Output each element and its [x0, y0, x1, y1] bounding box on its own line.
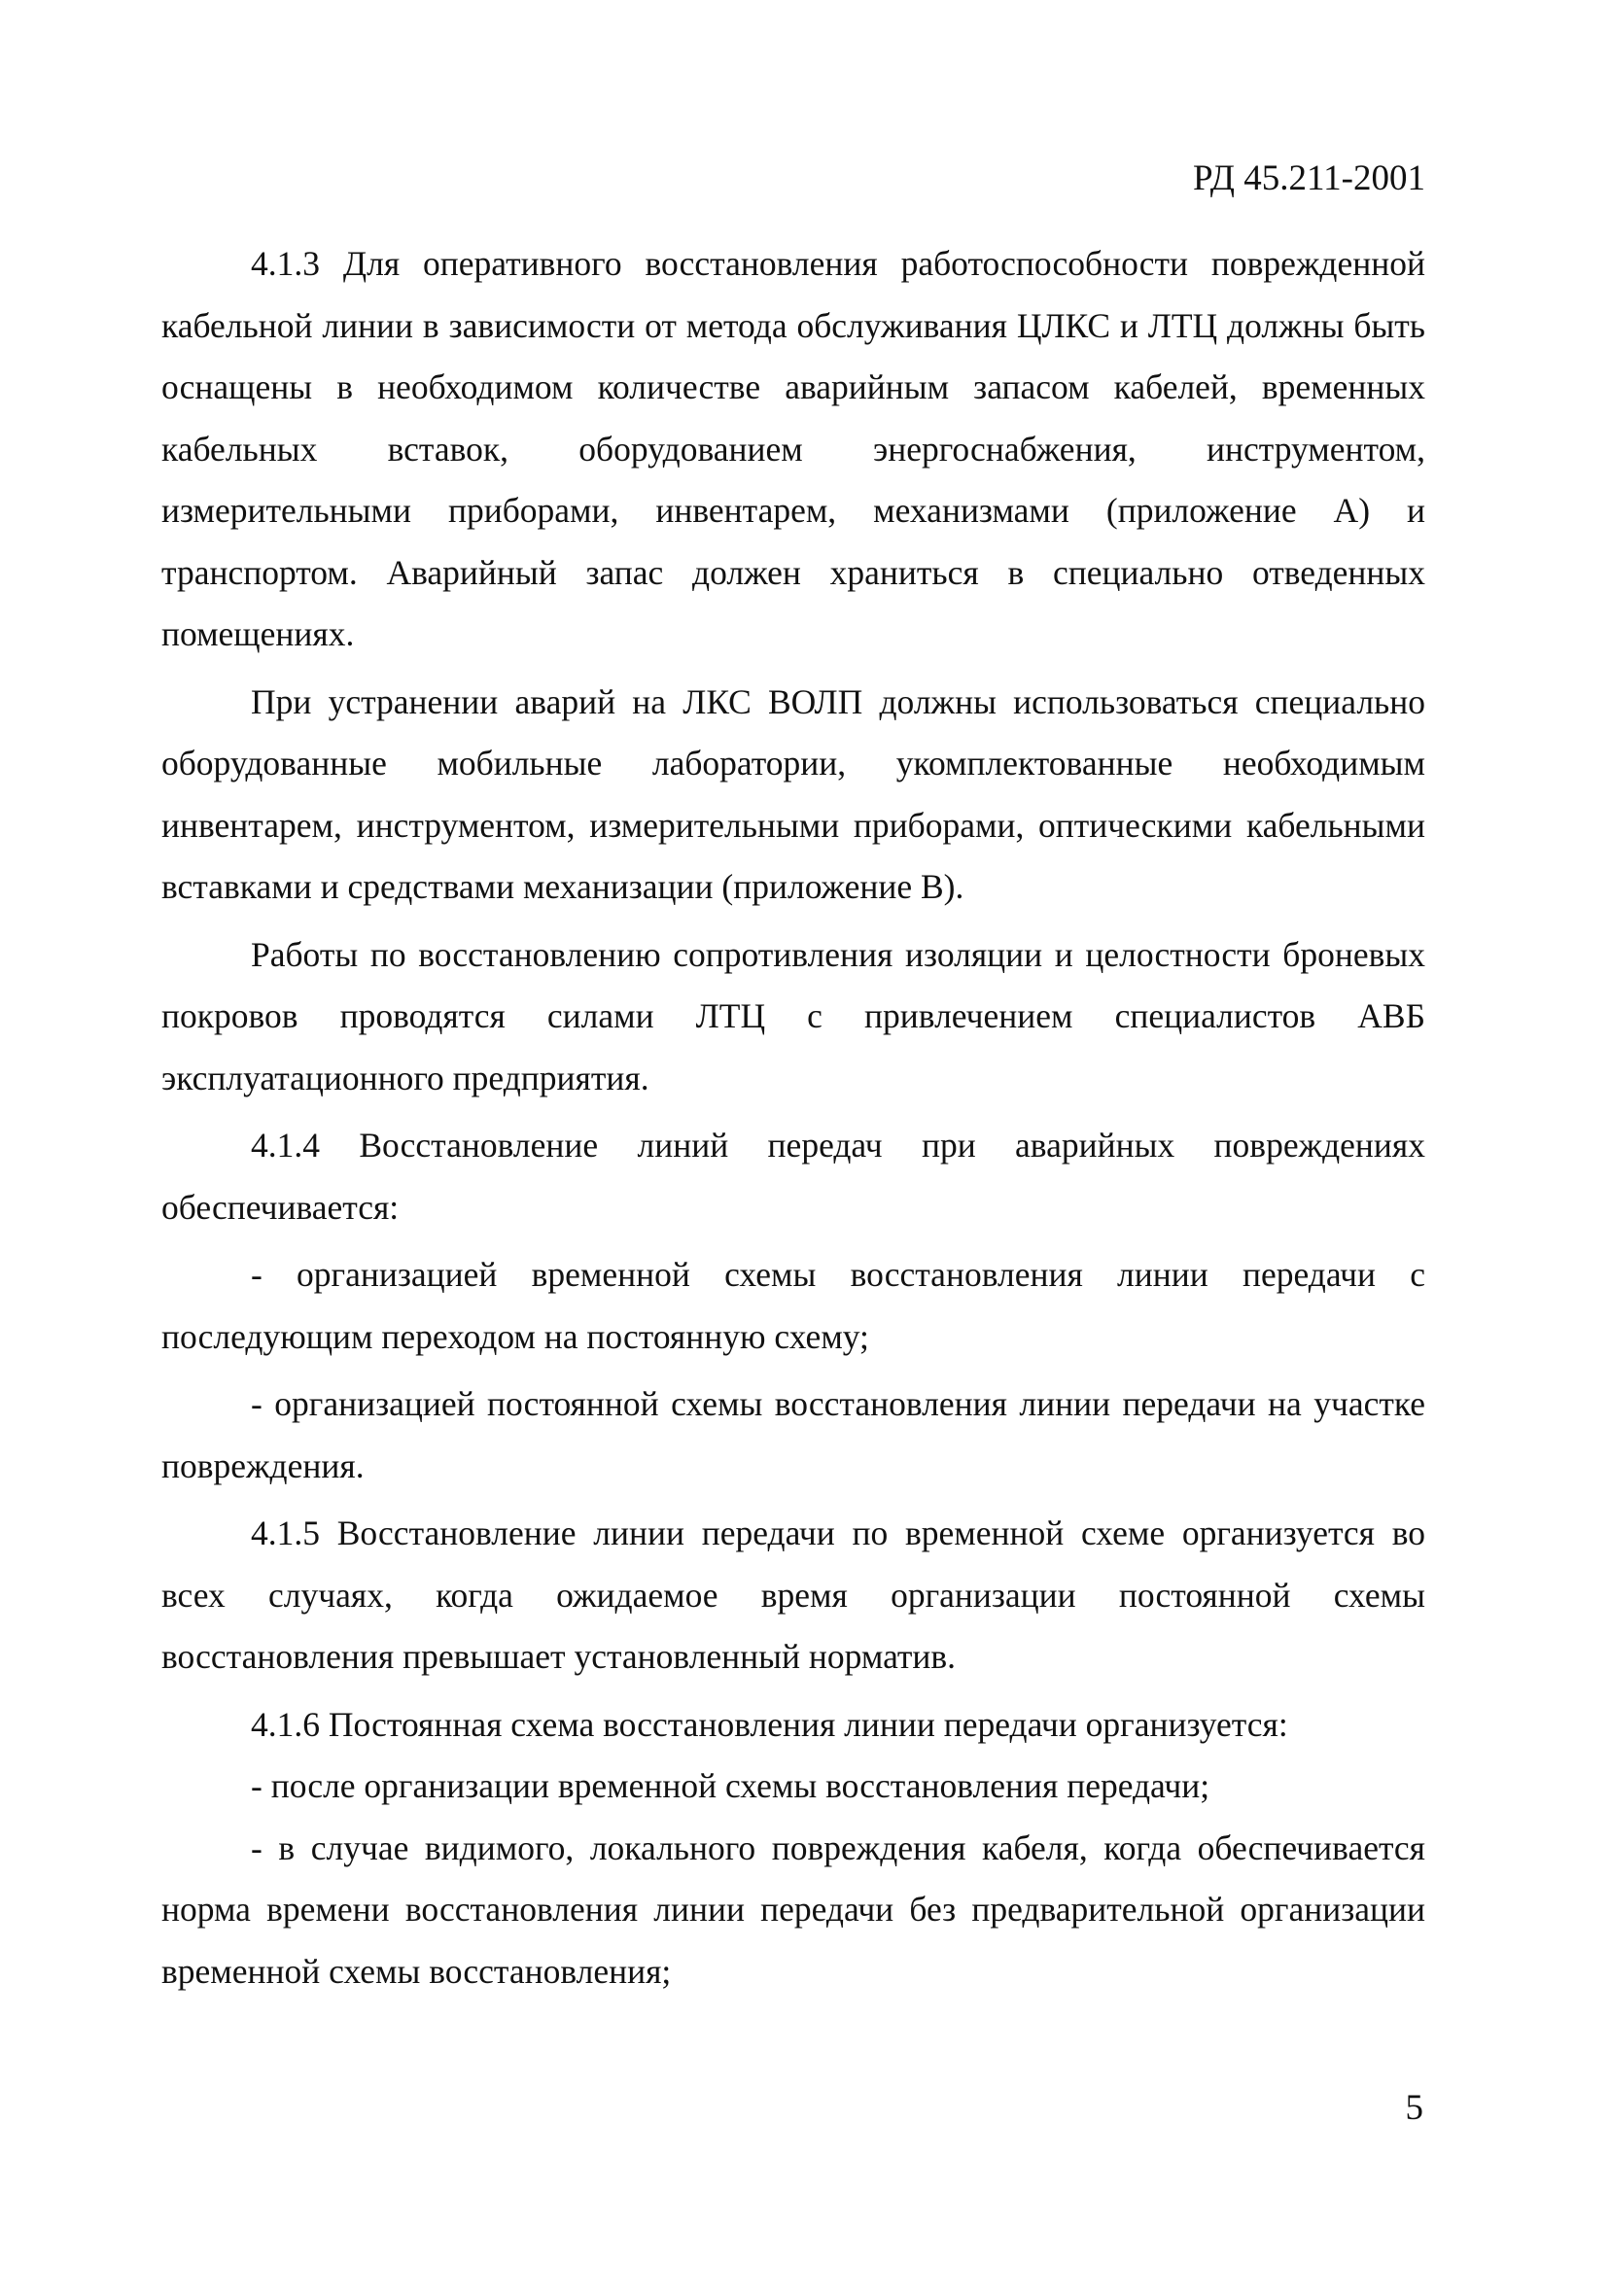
list-item-temporary-scheme: - организацией временной схемы восстановления линии передачи с последующим переходом на постоянную схему; — [161, 1255, 1425, 1356]
list-item-visible-damage: - в случае видимого, локального повреждения кабеля, когда обеспечивается норма времени восстановления линии передачи без предварительной организации временной схемы восстановления; — [161, 1827, 1425, 1991]
paragraph-4-1-3: 4.1.3 Для оперативного восстановления работоспособности поврежденной кабельной линии в зависимости от метода обслуживания ЦЛКС и ЛТЦ должны быть оснащены в необходимом количестве аварийным запасом кабелей, временных кабельных вставок, оборудованием энергоснабжения, инструментом, измерительными приборами, инвентарем, механизмами (приложение А) и транспортом. Аварийный запас должен храниться в специально отведенных помещениях. — [161, 244, 1425, 653]
list-item-permanent-scheme: - организацией постоянной схемы восстановления линии передачи на участке повреждения. — [161, 1384, 1425, 1485]
document-code: РД 45.211-2001 — [1193, 158, 1425, 198]
page-number: 5 — [1405, 2088, 1423, 2128]
paragraph-4-1-5: 4.1.5 Восстановление линии передачи по временной схеме организуется во всех случаях, когда ожидаемое время организации постоянной схемы восстановления превышает установленный норматив. — [161, 1513, 1425, 1676]
list-item-after-temporary: - после организации временной схемы восстановления передачи; — [251, 1766, 1210, 1805]
paragraph-4-1-6: 4.1.6 Постоянная схема восстановления линии передачи организуется: — [251, 1704, 1288, 1744]
paragraph-mobile-labs: При устранении аварий на ЛКС ВОЛП должны использоваться специально оборудованные мобильные лаборатории, укомплектованные необходимым инвентарем, инструментом, измерительными приборами, оптическими кабельными вставками и средствами механизации (приложение В). — [161, 681, 1425, 906]
document-body — [161, 233, 1425, 2002]
paragraph-4-1-4: 4.1.4 Восстановление линий передач при аварийных повреждениях обеспечивается: — [161, 1126, 1425, 1227]
paragraph-insulation-works: Работы по восстановлению сопротивления изоляции и целостности броневых покровов проводятся силами ЛТЦ с привлечением специалистов АВБ эксплуатационного предприятия. — [161, 934, 1425, 1097]
